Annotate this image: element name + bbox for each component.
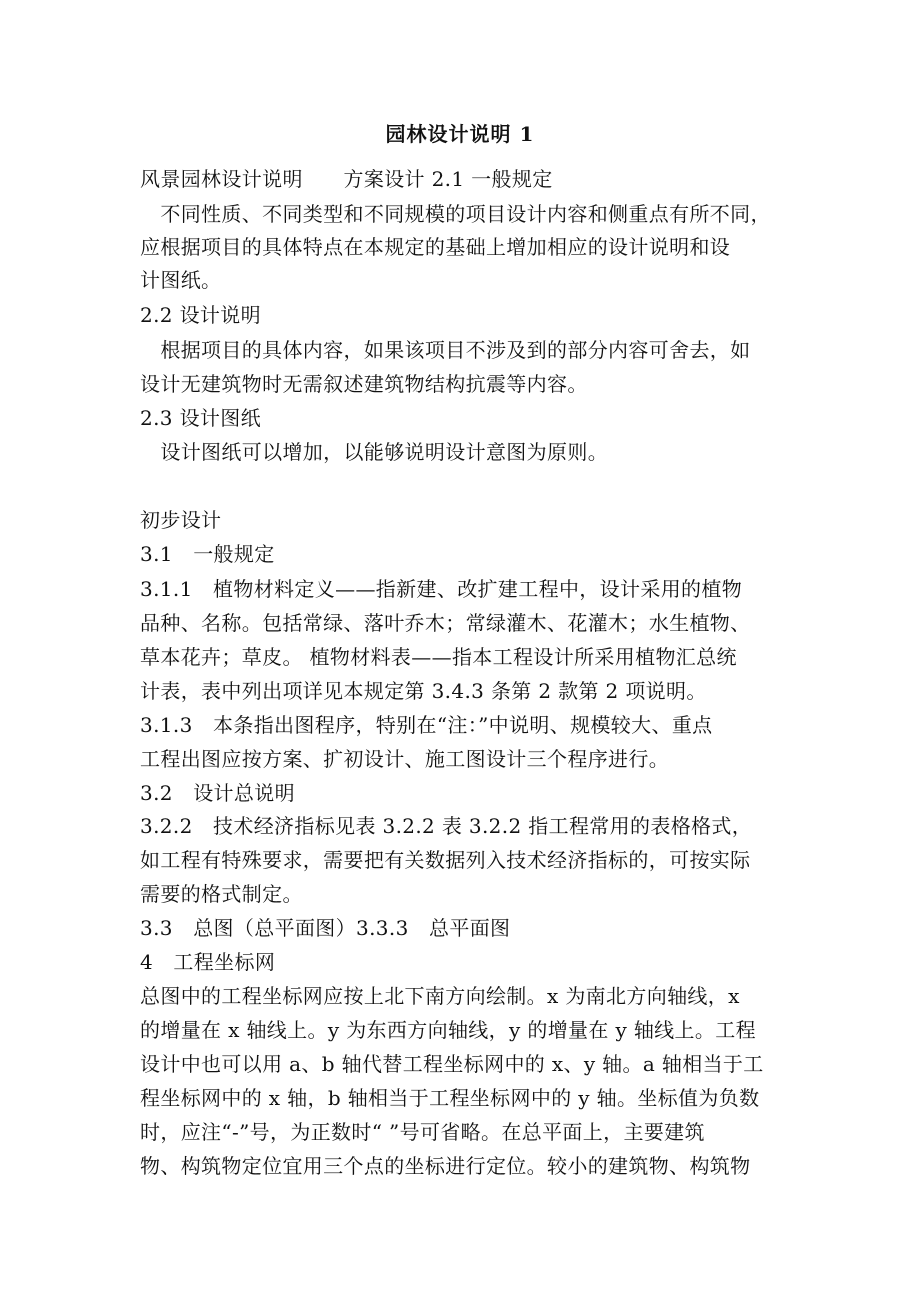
document-title: 园林设计说明 1 xyxy=(385,122,535,146)
text-line: 根据项目的具体内容，如果该项目不涉及到的部分内容可舍去，如 xyxy=(140,338,751,362)
text-line: 草本花卉；草皮。 植物材料表——指本工程设计所采用植物汇总统 xyxy=(140,645,737,669)
text-line: 3.3 总图（总平面图）3.3.3 总平面图 xyxy=(140,916,511,940)
text-line: 3.1.1 植物材料定义——指新建、改扩建工程中，设计采用的植物 xyxy=(140,577,743,601)
text-line: 程坐标网中的 x 轴，b 轴相当于工程坐标网中的 y 轴。坐标值为负数 xyxy=(140,1086,760,1110)
text-line: 的增量在 x 轴线上。y 为东西方向轴线，y 的增量在 y 轴线上。工程 xyxy=(140,1018,756,1042)
text-line: 3.1 一般规定 xyxy=(140,542,275,566)
text-line: 设计中也可以用 a、b 轴代替工程坐标网中的 x、y 轴。a 轴相当于工 xyxy=(140,1052,764,1076)
text-line: 4 工程坐标网 xyxy=(140,950,276,974)
text-line: 风景园林设计说明 方案设计 2.1 一般规定 xyxy=(140,167,553,191)
text-line: 计表，表中列出项详见本规定第 3.4.3 条第 2 款第 2 项说明。 xyxy=(140,679,707,703)
text-line: 3.1.3 本条指出图程序，特别在“注：”中说明、规模较大、重点 xyxy=(140,713,713,737)
text-line: 初步设计 xyxy=(140,508,222,532)
text-line: 应根据项目的具体特点在本规定的基础上增加相应的设计说明和设 xyxy=(140,235,731,259)
text-line: 2.2 设计说明 xyxy=(140,303,261,327)
text-line: 3.2.2 技术经济指标见表 3.2.2 表 3.2.2 指工程常用的表格格式， xyxy=(140,814,753,838)
text-line: 品种、名称。包括常绿、落叶乔木；常绿灌木、花灌木；水生植物、 xyxy=(140,611,751,635)
text-line: 需要的格式制定。 xyxy=(140,882,303,906)
text-line: 时，应注“-”号，为正数时“ ”号可省略。在总平面上，主要建筑 xyxy=(140,1120,705,1144)
text-line: 计图纸。 xyxy=(140,268,222,292)
text-line: 如工程有特殊要求，需要把有关数据列入技术经济指标的，可按实际 xyxy=(140,848,751,872)
text-line: 2.3 设计图纸 xyxy=(140,406,261,430)
text-line: 物、构筑物定位宜用三个点的坐标进行定位。较小的建筑物、构筑物 xyxy=(140,1154,751,1178)
text-line: 工程出图应按方案、扩初设计、施工图设计三个程序进行。 xyxy=(140,747,670,771)
text-line: 设计无建筑物时无需叙述建筑物结构抗震等内容。 xyxy=(140,372,588,396)
text-line: 不同性质、不同类型和不同规模的项目设计内容和侧重点有所不同， xyxy=(140,202,771,226)
text-line: 3.2 设计总说明 xyxy=(140,781,295,805)
text-line: 总图中的工程坐标网应按上北下南方向绘制。x 为南北方向轴线，x xyxy=(140,984,740,1008)
text-line: 设计图纸可以增加，以能够说明设计意图为原则。 xyxy=(140,440,609,464)
